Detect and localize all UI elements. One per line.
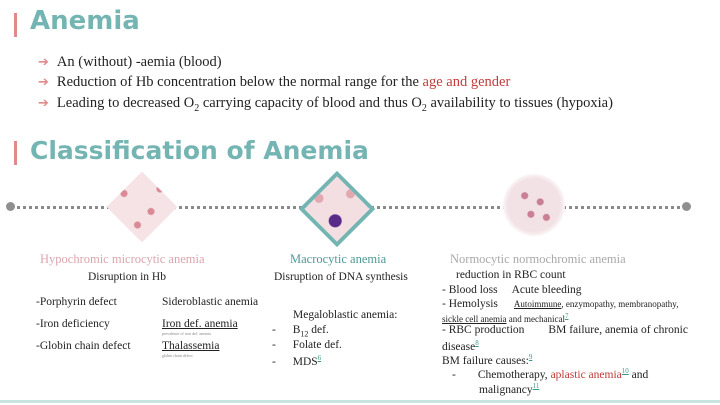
bullet-1: [38, 52, 222, 73]
normo-text: - RBC production: [442, 324, 525, 336]
iron-deficiency-link[interactable]: Iron def. anemia: [162, 318, 238, 330]
aplastic-anemia-text: aplastic anemia: [550, 368, 622, 381]
list-text: MDS: [292, 355, 318, 368]
bullet-text: Reduction of Hb concentration below the normal range for the: [56, 74, 423, 90]
hypochromic-subtitle: Disruption in Hb: [88, 271, 166, 283]
hypochromic-title: Hypochromic microcytic anemia: [40, 252, 205, 266]
list-dash: -: [272, 339, 276, 351]
reference-link[interactable]: 10: [621, 367, 629, 375]
normo-line: [442, 312, 568, 324]
arrow-icon: ➔: [38, 55, 49, 70]
normo-line: [442, 339, 479, 353]
reference-link[interactable]: 7: [564, 312, 569, 320]
macrocytic-cells-image: [299, 171, 375, 247]
list-dash: -: [272, 324, 276, 336]
thalassemia-link[interactable]: Thalassemia: [162, 340, 220, 352]
normo-text: - Blood loss: [442, 284, 498, 296]
hypo-row-note: prevalence of iron def. anemia: [162, 331, 211, 336]
hypo-row-right: Sideroblastic anemia: [162, 296, 259, 308]
section-bar: [14, 13, 17, 37]
normo-text: BM failure causes:: [442, 354, 529, 367]
page-title: Anemia: [30, 6, 140, 36]
bullet-3: [38, 93, 613, 119]
normo-line: [442, 324, 688, 336]
footer-line: [0, 400, 720, 403]
normo-line: [442, 298, 678, 310]
macrocytic-title: Macrocytic anemia: [290, 252, 387, 266]
arrow-icon: ➔: [38, 75, 49, 90]
macro-item: [272, 339, 342, 351]
reference-link[interactable]: 8: [475, 339, 479, 347]
timeline-start-dot: [6, 202, 15, 211]
normocytic-cells-image: [503, 174, 565, 236]
hypo-row-left: -Globin chain defect: [36, 340, 131, 352]
normo-text: Chemotherapy,: [477, 368, 551, 381]
hypo-row-left: -Porphyrin defect: [36, 296, 117, 308]
reference-link[interactable]: 9: [528, 353, 533, 361]
megaloblastic-heading: Megaloblastic anemia:: [293, 309, 398, 321]
normo-text: Acute bleeding: [511, 284, 582, 296]
bullet-text: Leading to decreased O: [56, 95, 195, 111]
section-bar: [14, 141, 17, 165]
normo-line: [452, 367, 648, 381]
reference-link[interactable]: 11: [532, 382, 540, 390]
normo-line: [479, 382, 539, 396]
hypochromic-cells-image: [107, 172, 178, 243]
subscript: 2: [194, 102, 200, 114]
timeline-end-dot: [682, 202, 691, 211]
list-dash: -: [452, 368, 456, 381]
bullet-text: carrying capacity of blood and thus O: [199, 95, 422, 111]
normo-line: [442, 284, 582, 296]
sickle-cell-link[interactable]: sickle cell anemia: [442, 314, 507, 324]
normo-text: and mechanical: [506, 314, 565, 324]
normo-text: disease: [442, 340, 476, 353]
list-text: B: [292, 324, 301, 336]
normo-text: and: [628, 368, 649, 381]
normo-text: malignancy: [479, 383, 533, 396]
hypo-row-note: globin chain defect: [162, 353, 193, 358]
arrow-icon: ➔: [38, 96, 49, 111]
bullet-highlight: age and gender: [422, 74, 511, 90]
normo-text: , enzymopathy, membranopathy,: [561, 299, 679, 309]
list-dash: -: [272, 355, 276, 368]
macrocytic-subtitle: Disruption of DNA synthesis: [274, 271, 408, 283]
subscript: 12: [300, 329, 309, 339]
list-text: def.: [308, 324, 329, 336]
normo-text: - Hemolysis: [442, 298, 498, 310]
autoimmune-link[interactable]: Autoimmune: [513, 299, 562, 309]
bullet-2: [38, 72, 510, 93]
normo-text: BM failure, anemia of chronic: [548, 324, 688, 336]
normocytic-subtitle: reduction in RBC count: [456, 269, 566, 281]
section-title: Classification of Anemia: [30, 136, 369, 165]
normo-line: [442, 353, 532, 367]
macro-item: [272, 324, 329, 338]
subscript: 2: [421, 102, 427, 114]
bullet-text: An (without) -aemia (blood): [56, 54, 222, 70]
normocytic-title: Normocytic normochromic anemia: [450, 252, 626, 266]
bullet-text: availability to tissues (hypoxia): [426, 95, 613, 111]
list-text: Folate def.: [292, 339, 342, 351]
macro-item: [272, 354, 321, 368]
hypo-row-left: -Iron deficiency: [36, 318, 110, 330]
reference-link[interactable]: 6: [317, 354, 322, 362]
